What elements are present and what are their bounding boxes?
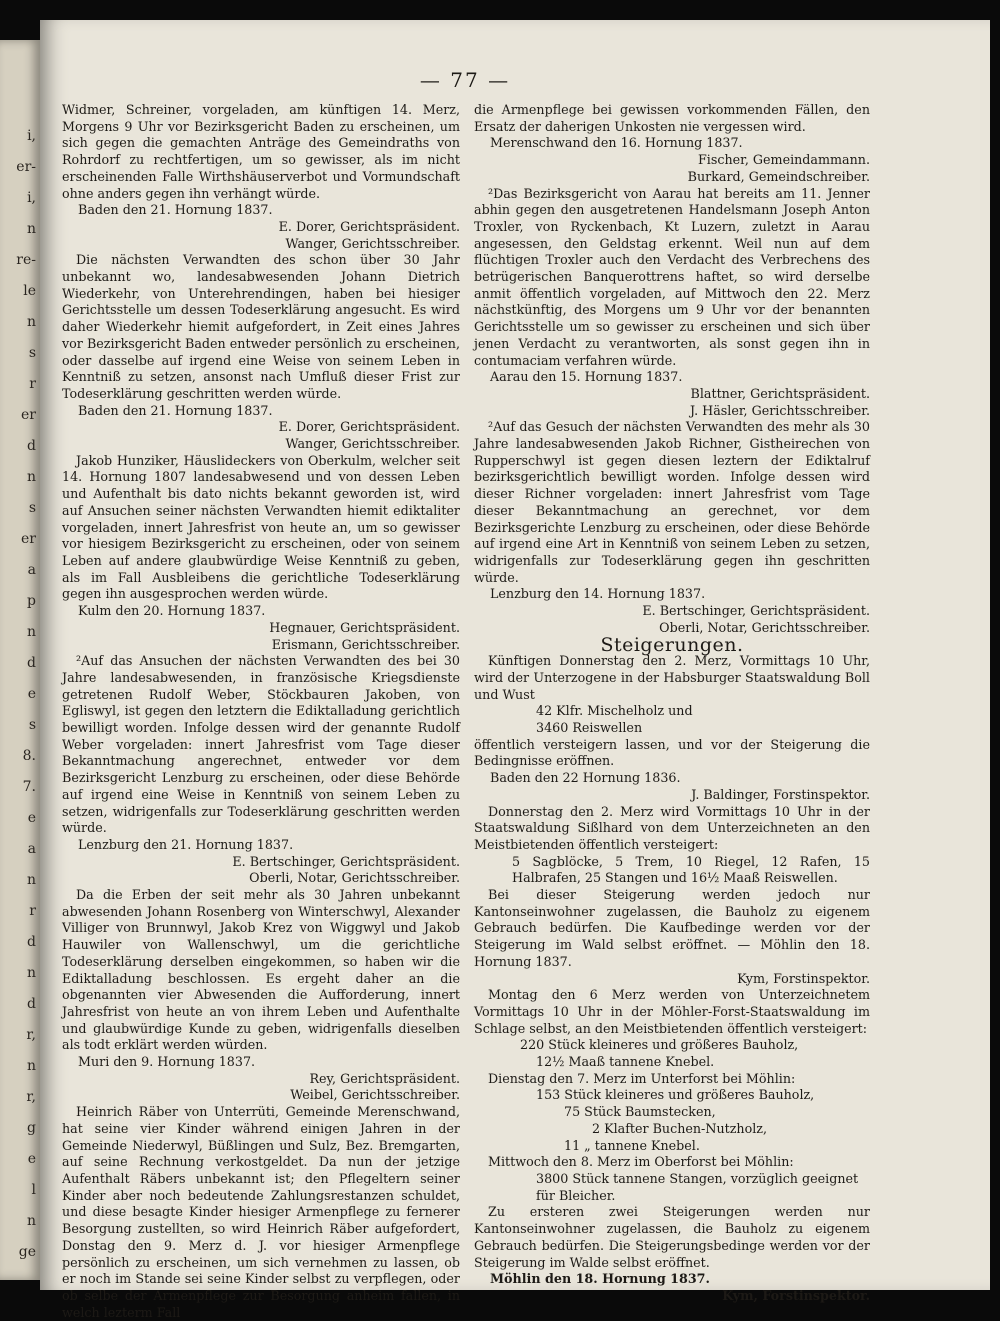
signature-line: J. Baldinger, Forstinspektor. xyxy=(691,786,870,802)
signature-line: Rey, Gerichtspräsident. xyxy=(309,1070,460,1086)
signature-line: E. Dorer, Gerichtspräsident. xyxy=(278,419,460,435)
paragraph: Die nächsten Verwandten des schon über 30 Jahr unbekannt wo, landesabwesenden Johann Dietrich Wiederkehr, von Unterehrendingen, haben bei hiesiger Gerichtsstelle um dessen Todeserklärung angesucht. Es wird daher Wiederkehr hiemit aufgefordert, in Zeit eines Jahres vor Bezirksgericht Baden entweder persönlich zu erscheinen, oder dasselbe auf irgend eine Weise von seinem Leben in Kenntniß zu setzen, ansonst nach Umfluß dieser Frist zur Todeserklärung geschritten werden würde. xyxy=(62,252,460,401)
signature-line: Wanger, Gerichtsschreiber. xyxy=(285,436,460,452)
paragraph: 153 Stück kleineres und größeres Bauholz, xyxy=(536,1087,815,1103)
signature-line: E. Bertschinger, Gerichtspräsident. xyxy=(642,603,870,619)
paragraph: Widmer, Schreiner, vorgeladen, am künftigen 14. Merz, Morgens 9 Uhr vor Bezirksgericht Baden zu erscheinen, um sich gegen die gemachten Anträge des Gemeindraths von Rohrdorf zu rechtfertigen, um so gewisser, als im nicht erscheinenden Falle Wirthshäuserverbot und Vormundschaft ohne anders gegen ihn verhängt würde. xyxy=(62,102,460,201)
date-line: Baden den 22 Hornung 1836. xyxy=(490,770,681,786)
margin-fragment: n xyxy=(26,965,36,981)
date-line: Merenschwand den 16. Hornung 1837. xyxy=(490,135,743,151)
date-line: Aarau den 15. Hornung 1837. xyxy=(490,369,683,385)
margin-fragment: d xyxy=(27,996,36,1012)
margin-fragment: d xyxy=(27,438,36,454)
newspaper-page xyxy=(40,20,990,1320)
signature-line: Oberli, Notar, Gerichtsschreiber. xyxy=(659,619,870,635)
paragraph: ²Das Bezirksgericht von Aarau hat bereits am 11. Jenner abhin gegen den ausgetretenen Handelsmann Joseph Anton Troxler, von Ryckenbach, Kt Luzern, zuletzt in Aarau angesessen, den Geldstag erkennt. Weil nun auf dem flüchtigen Troxler auch den Verdacht des Verbrechens des betrügerischen Banquerottrens haftet, so wird derselbe anmit öffentlich vorgeladen, auf Mittwoch den 22. Merz nächstkünftig, des Morgens um 9 Uhr vor der benannten Gerichtsstelle um so gewisser zu erscheinen und sich über jenen Verdacht zu verantworten, als sonst gegen ihn in contumaciam verfahren würde. xyxy=(474,185,870,368)
margin-fragment: n xyxy=(26,1058,36,1074)
paragraph: 3800 Stück tannene Stangen, vorzüglich geeignet für Bleicher. xyxy=(536,1171,859,1203)
margin-fragment: re- xyxy=(16,252,36,268)
paragraph: Da die Erben der seit mehr als 30 Jahren unbekannt abwesenden Johann Rosenberg von Winterschwyl, Alexander Villiger von Brunnwyl, Jakob Krez von Wiggwyl und Jakob Hauwiler von Wallenschwyl, um die gerichtliche Todeserklärung derselben eingekommen, so haben wir die Ediktalladung beschlossen. Es ergeht daher an die obgenannten vier Abwesenden die Aufforderung, innert Jahresfrist von heute an von ihrem Leben und Aufenthalte und glaubwürdige Kunde zu geben, widrigenfalls dieselben als todt erklärt werden würden. xyxy=(62,887,460,1053)
paragraph: 75 Stück Baumstecken, xyxy=(564,1104,716,1120)
paragraph: Heinrich Räber von Unterrüti, Gemeinde Merenschwand, hat seine vier Kinder während einigen Jahren in der Gemeinde Niederwyl, Büßlingen und Sulz, Bez. Bremgarten, auf seine Rechnung verkostgeldet. Da nun der jetzige Aufenthalt Räbers unbekannt ist; den Pflegeltern seiner Kinder aber noch bedeutende Zahlungsrestanzen schuldet, und diese besagte Kinder hiesiger Armenpflege zu fernerer Besorgung zustellten, so wird Heinrich Räber aufgefordert, Donstag den 9. Merz d. J. vor hiesiger Armenpflege persönlich zu erscheinen, um sich vernehmen zu lassen, ob er noch im Stande sei seine Kinder selbst zu verpflegen, oder ob selbe der Armenpflege zur Besorgung anheim fallen, in welch lezterm Fall xyxy=(62,1104,460,1320)
paragraph: 220 Stück kleineres und größeres Bauholz, xyxy=(520,1037,799,1053)
signature-line: E. Bertschinger, Gerichtspräsident. xyxy=(232,853,460,869)
margin-fragment: a xyxy=(27,562,36,578)
date-line: Muri den 9. Hornung 1837. xyxy=(78,1054,256,1070)
signature-line: Fischer, Gemeindammann. xyxy=(698,152,870,168)
paragraph: 3460 Reiswellen xyxy=(536,720,643,736)
margin-fragment: e xyxy=(27,1151,36,1167)
margin-fragment: n xyxy=(26,872,36,888)
date-line: Lenzburg den 21. Hornung 1837. xyxy=(78,836,294,852)
signature-line: J. Häsler, Gerichtsschreiber. xyxy=(689,402,870,418)
paragraph: 11 „ tannene Knebel. xyxy=(564,1137,700,1153)
margin-fragment: s xyxy=(28,345,36,361)
margin-fragment: d xyxy=(27,934,36,950)
signature-line: Kym, Forstinspektor. xyxy=(722,1287,870,1303)
paragraph: Jakob Hunziker, Häuslideckers von Oberkulm, welcher seit 14. Hornung 1807 landesabwesend und von dessen Leben und Aufenthalt bis dato nichts bekannt geworden ist, wird auf Ansuchen seiner nächsten Verwandten hiemit ediktaliter vorgeladen, innert Jahresfrist von heute an, um so gewisser vor hiesigem Bezirksgericht zu erscheinen, oder von seinem Leben auf andere glaubwürdige Weise Kenntniß zu geben, als im Fall Ausbleibens die gerichtliche Todeserklärung gegen ihn ausgesprochen werden würde. xyxy=(62,452,460,602)
page-number: — 77 — xyxy=(419,68,511,92)
margin-fragment: e xyxy=(27,810,36,826)
margin-fragment: le xyxy=(23,283,36,299)
margin-fragment: g xyxy=(27,1120,36,1136)
margin-fragment: d xyxy=(27,655,36,671)
paragraph: Künftigen Donnerstag den 2. Merz, Vormittags 10 Uhr, wird der Unterzogene in der Habsburger Staatswaldung Boll und Wust xyxy=(474,653,870,702)
margin-fragment: n xyxy=(26,221,36,237)
paragraph: Zu ersteren zwei Steigerungen werden nur Kantonseinwohner zugelassen, die Bauholz zu eigenem Gebrauch bedürfen. Die Steigerungsbedinge werden vor der Steigerung im Walde selbst eröffnet. xyxy=(474,1204,870,1270)
margin-fragment: r xyxy=(29,903,36,919)
paragraph: Mittwoch den 8. Merz im Oberforst bei Möhlin: xyxy=(488,1154,794,1170)
signature-line: Burkard, Gemeindschreiber. xyxy=(687,168,870,184)
signature-line: Kym, Forstinspektor. xyxy=(737,970,870,986)
margin-fragment: ge xyxy=(18,1244,36,1260)
margin-fragment: n xyxy=(26,1213,36,1229)
signature-line: Weibel, Gerichtsschreiber. xyxy=(290,1087,460,1103)
margin-fragment: r xyxy=(29,376,36,392)
margin-fragment: e xyxy=(27,686,36,702)
margin-fragment: s xyxy=(28,500,36,516)
margin-fragment: r, xyxy=(26,1027,36,1043)
date-line: Baden den 21. Hornung 1837. xyxy=(78,202,273,218)
right-column xyxy=(474,102,870,1305)
signature-line: Hegnauer, Gerichtspräsident. xyxy=(269,619,460,635)
margin-fragment: n xyxy=(26,314,36,330)
margin-fragment: i, xyxy=(27,190,36,206)
paragraph: Donnerstag den 2. Merz wird Vormittags 10 Uhr in der Staatswaldung Sißlhard von dem Unterzeichneten an den Meistbietenden öffentlich versteigert: xyxy=(474,803,870,852)
paragraph: Dienstag den 7. Merz im Unterforst bei Möhlin: xyxy=(488,1070,796,1086)
date-line: Möhlin den 18. Hornung 1837. xyxy=(490,1271,710,1287)
paragraph: Bei dieser Steigerung werden jedoch nur Kantonseinwohner zugelassen, die Bauholz zu eigenem Gebrauch bedürfen. Die Kaufbedinge werden vor der Steigerung im Wald selbst eröffnet. — Möhlin den 18. Hornung 1837. xyxy=(474,887,870,969)
margin-fragment: n xyxy=(26,624,36,640)
paragraph: 2 Klafter Buchen-Nutzholz, xyxy=(592,1120,767,1136)
section-heading: Steigerungen. xyxy=(600,633,744,656)
paragraph: 42 Klfr. Mischelholz und xyxy=(536,703,693,719)
margin-fragment: l xyxy=(31,1182,36,1198)
signature-line: Wanger, Gerichtsschreiber. xyxy=(285,235,460,251)
margin-fragment: er xyxy=(21,407,36,423)
margin-fragment: r, xyxy=(26,1089,36,1105)
margin-fragment: i, xyxy=(27,128,36,144)
paragraph: ²Auf das Ansuchen der nächsten Verwandten des bei 30 Jahre landesabwesenden, in französische Kriegsdienste getretenen Rudolf Weber, Stöckbauren Jakoben, von Egliswyl, ist gegen den letztern die Ediktalladung gerichtlich bewilligt worden. Infolge dessen wird der genannte Rudolf Weber vorgeladen: innert Jahresfrist vom Tage dieser Bekanntmachung angerechnet, entweder vor dem Bezirksgericht Lenzburg zu erscheinen, oder diese Behörde auf irgend eine Weise in Kenntniß von seinem Leben zu setzen, widrigenfalls zur Todeserklärung geschritten werden würde. xyxy=(62,653,460,836)
margin-fragment: n xyxy=(26,469,36,485)
margin-fragment: er xyxy=(21,531,36,547)
adjacent-page-edge xyxy=(0,40,40,1280)
paragraph: 5 Sagblöcke, 5 Trem, 10 Riegel, 12 Rafen, 15 Halbrafen, 25 Stangen und 16½ Maaß Reiswellen. xyxy=(512,853,870,886)
paragraph: öffentlich versteigern lassen, und vor der Steigerung die Bedingnisse eröffnen. xyxy=(474,736,870,769)
margin-fragment: 7. xyxy=(22,779,36,795)
paragraph: ²Auf das Gesuch der nächsten Verwandten des mehr als 30 Jahre landesabwesenden Jakob Richner, Gistheirechen von Rupperschwyl ist gegen diesen leztern der Ediktalruf bezirksgerichtlich bewilligt worden. Infolge dessen wird dieser Richner vorgeladen: innert Jahresfrist vom Tage dieser Bekanntmachung an gerechnet, vor dem Bezirksgerichte Lenzburg zu erscheinen, oder diese Behörde auf irgend eine Art in Kenntniß von seinem Leben zu setzen, widrigenfalls zur Todeserklärung gegen ihn geschritten würde. xyxy=(474,419,870,585)
signature-line: Oberli, Notar, Gerichtsschreiber. xyxy=(249,870,460,886)
left-column xyxy=(62,102,460,1321)
date-line: Kulm den 20. Hornung 1837. xyxy=(78,603,266,619)
paragraph: die Armenpflege bei gewissen vorkommenden Fällen, den Ersatz der daherigen Unkosten nie vergessen wird. xyxy=(474,102,870,134)
paragraph: Montag den 6 Merz werden von Unterzeichnetem Vormittags 10 Uhr in der Möhler-Forst-Staatswaldung im Schlage selbst, an den Meistbietenden öffentlich versteigert: xyxy=(474,987,870,1036)
margin-fragment: a xyxy=(27,841,36,857)
margin-fragment: p xyxy=(27,593,36,609)
date-line: Lenzburg den 14. Hornung 1837. xyxy=(490,586,706,602)
paragraph: 12½ Maaß tannene Knebel. xyxy=(536,1054,715,1070)
signature-line: E. Dorer, Gerichtspräsident. xyxy=(278,218,460,234)
date-line: Baden den 21. Hornung 1837. xyxy=(78,402,273,418)
margin-fragment: 8. xyxy=(22,748,36,764)
margin-fragment: s xyxy=(28,717,36,733)
signature-line: Blattner, Gerichtspräsident. xyxy=(690,385,870,401)
signature-line: Erismann, Gerichtsschreiber. xyxy=(271,636,460,652)
margin-fragment: er- xyxy=(16,159,36,175)
